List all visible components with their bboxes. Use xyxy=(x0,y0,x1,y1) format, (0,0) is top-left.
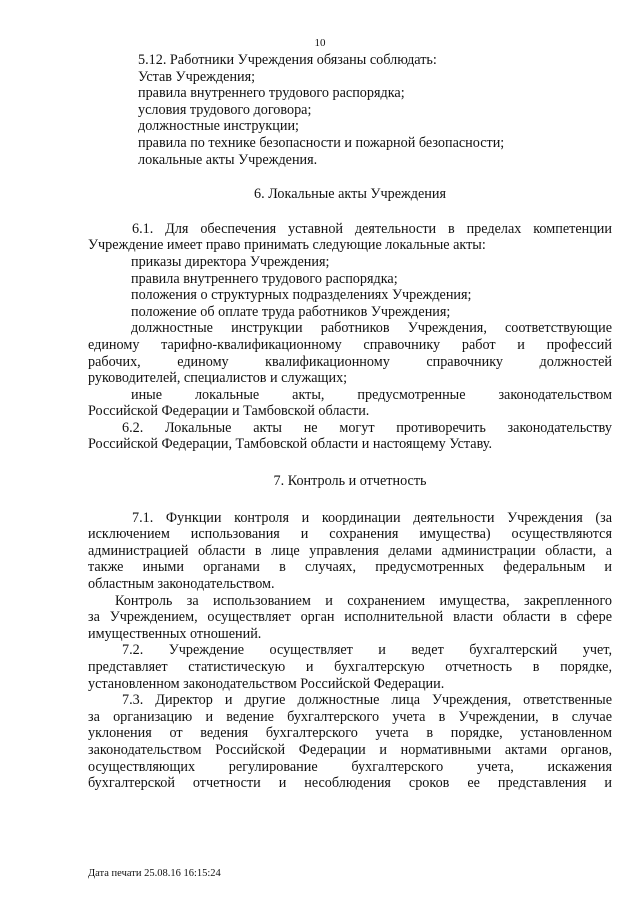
text-line: рабочих, единому квалификационному справочнику должностей xyxy=(88,353,612,370)
page-number: 10 xyxy=(314,37,326,49)
text-line: Российской Федерации, Тамбовской области и настоящему Уставу. xyxy=(88,436,493,453)
text-line: положения о структурных подразделениях Учреждения; xyxy=(131,287,472,304)
text-line: областным законодательством. xyxy=(88,576,275,593)
text-line: положение об оплате труда работников Учреждения; xyxy=(131,303,451,320)
text-line: правила внутреннего трудового распорядка; xyxy=(131,270,398,287)
text-line: законодательством Российской Федерации и нормативными актами органов, xyxy=(88,741,612,758)
text-line: за организацию и ведение бухгалтерского учета в Учреждении, в случае xyxy=(88,708,612,725)
print-date-footer: Дата печати 25.08.16 16:15:24 xyxy=(88,868,221,879)
text-line: 6.2. Локальные акты не могут противоречить законодательству xyxy=(122,419,612,436)
section-7-heading: 7. Контроль и отчетность xyxy=(273,473,427,490)
text-line: правила внутреннего трудового распорядка; xyxy=(138,85,405,102)
text-line: исключением использования и сохранения имущества) осуществляются xyxy=(88,526,612,543)
text-line: также иными органами в случаях, предусмотренных федеральным и xyxy=(88,559,612,576)
text-line: иные локальные акты, предусмотренные законодательством xyxy=(131,386,612,403)
text-line: должностные инструкции; xyxy=(138,118,299,135)
text-line: администрацией области в лице управления делами администрации области, а xyxy=(88,542,612,559)
text-line: Российской Федерации и Тамбовской области. xyxy=(88,403,370,420)
text-line: осуществляющих регулирование бухгалтерского учета, искажения xyxy=(88,758,612,775)
text-line: должностные инструкции работников Учреждения, соответствующие xyxy=(131,320,612,337)
text-line: за Учреждением, осуществляет орган исполнительной власти области в сфере xyxy=(88,609,612,626)
text-line: бухгалтерской отчетности и несоблюдения сроков ее представления и xyxy=(88,775,612,792)
text-line: локальные акты Учреждения. xyxy=(138,151,318,168)
text-line: правила по технике безопасности и пожарной безопасности; xyxy=(138,134,505,151)
text-line: руководителей, специалистов и служащих; xyxy=(88,370,348,387)
text-line: условия трудового договора; xyxy=(138,101,312,118)
text-line: Контроль за использованием и сохранением имущества, закрепленного xyxy=(115,592,612,609)
text-line: представляет статистическую и бухгалтерскую отчетность в порядке, xyxy=(88,659,612,675)
document-body xyxy=(88,52,612,792)
text-line: 7.1. Функции контроля и координации деятельности Учреждения (за xyxy=(132,509,612,526)
text-line: единому тарифно-квалификационному справочнику работ и профессий xyxy=(88,336,612,353)
text-line: 6.1. Для обеспечения уставной деятельности в пределах компетенции xyxy=(132,220,612,237)
text-line: уклонения от ведения бухгалтерского учета в порядке, установленном xyxy=(88,725,612,742)
text-line: 7.2. Учреждение осуществляет и ведет бухгалтерский учет, xyxy=(122,642,612,659)
text-line: 7.3. Директор и другие должностные лица Учреждения, ответственные xyxy=(122,692,612,709)
section-6-heading: 6. Локальные акты Учреждения xyxy=(253,186,447,203)
text-line: установленном законодательством Российской Федерации. xyxy=(88,675,445,692)
text-line: Устав Учреждения; xyxy=(138,68,256,85)
text-line: 5.12. Работники Учреждения обязаны соблюдать: xyxy=(138,52,437,68)
text-line: имущественных отношений. xyxy=(88,625,262,642)
text-line: Учреждение имеет право принимать следующие локальные акты: xyxy=(88,237,486,254)
text-line: приказы директора Учреждения; xyxy=(131,253,330,270)
